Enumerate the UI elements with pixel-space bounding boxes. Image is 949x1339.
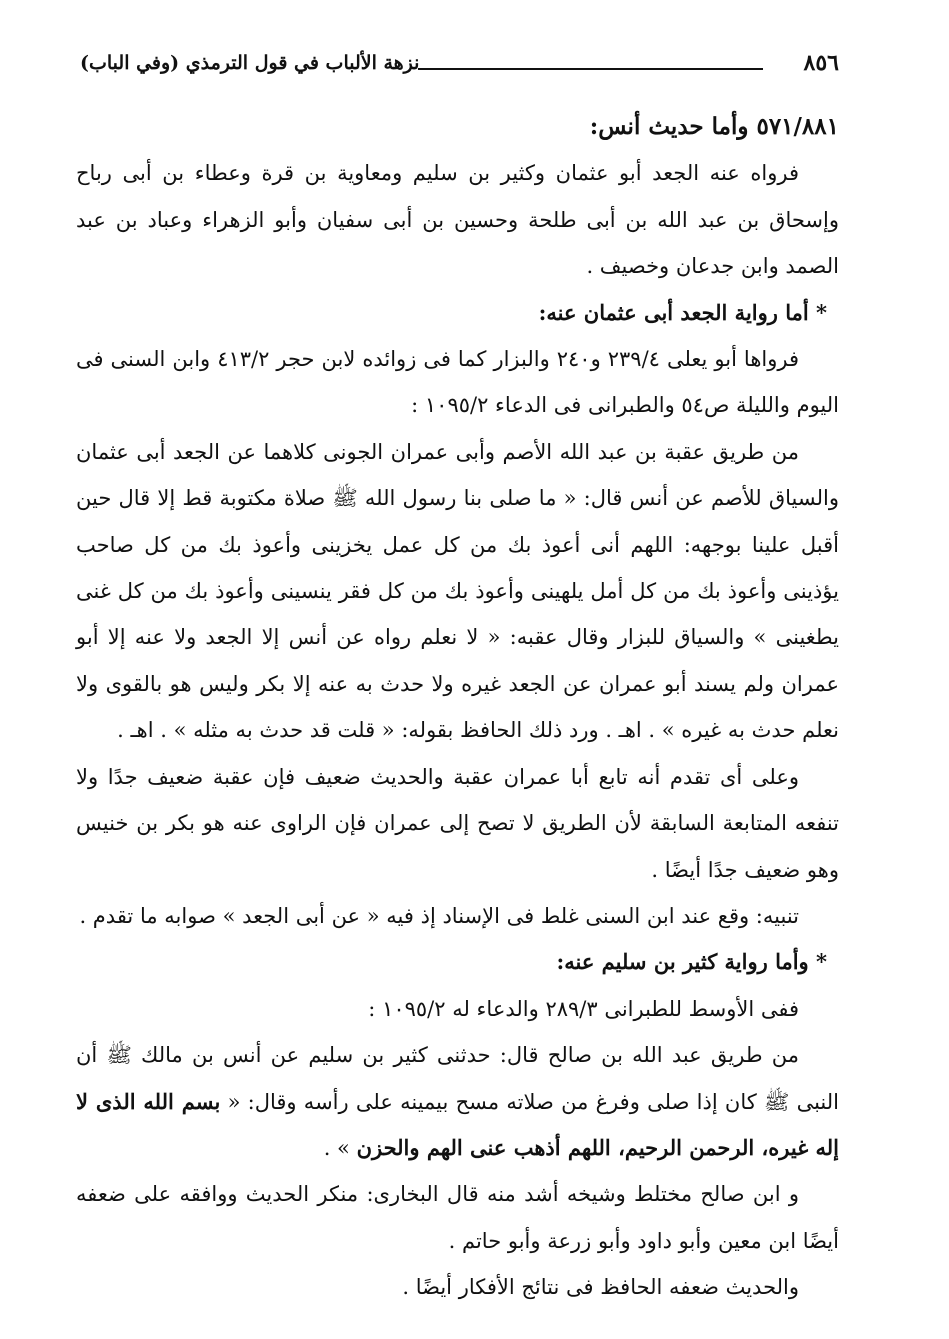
page-number: ٨٥٦ [803,50,839,76]
subheading-jaad: * أما رواية الجعد أبى عثمان عنه: [538,299,827,325]
page-header [76,46,839,86]
section-heading: ٥٧١/٨٨١ وأما حديث أنس: [589,113,839,140]
paragraph-grading-jaad: وعلى أى تقدم أنه تابع أبا عمران عقبة والحديث ضعيف فإن عقبة ضعيف جدًا ولا تنفعه المتابعة السابقة لأن الطريق لا تصح إلى عمران فإن الراوى عنه هو بكر بن خنيس وهو ضعيف جدًا أيضًا . [76,764,839,882]
page-body [76,104,839,1311]
subheading-kathir: * وأما رواية كثير بن سليم عنه: [556,949,827,975]
header-rule [418,68,763,70]
paragraph-note: تنبيه: وقع عند ابن السنى غلط فى الإسناد إذ فيه « عن أبى الجعد » صوابه ما تقدم . [79,903,799,928]
hadith-intro: من طريق عبد الله بن صالح قال: حدثنى كثير بن سليم عن أنس بن مالك ﷺ أن النبى ﷺ كان إذا صلى وفرغ من صلاته مسح بيمينه على رأسه وقال: « [76,1043,839,1114]
paragraph-hadith-jaad: من طريق عقبة بن عبد الله الأصم وأبى عمران الجونى كلاهما عن الجعد أبى عثمان والسياق للأصم عن أنس قال: « ما صلى بنا رسول الله ﷺ صلاة مكتوبة قط إلا قال حين أقبل علينا بوجهه: اللهم أنى أعوذ بك من كل عمل يخزينى وأعوذ بك من كل صاحب يؤذينى وأعوذ بك من كل أمل يلهينى وأعوذ بك من كل فقر ينسينى وأعوذ بك من كل غنى يطغينى » والسياق للبزار وقال عقبه: « لا نعلم رواه عن أنس إلا الجعد ولا عنه إلا أبو عمران ولم يسند أبو عمران عن الجعد غيره ولا حدث به عنه إلا بكر وليس هو بالقوى ولا نعلم حدث به غيره » . اهـ . ورد ذلك الحافظ بقوله: « قلت قد حدث به مثله » . اهـ . [76,439,839,743]
paragraph-conclusion: والحديث ضعفه الحافظ فى نتائج الأفكار أيضًا . [402,1275,799,1300]
paragraph-hadith-kathir [76,1032,839,1171]
paragraph-sources-kathir: ففى الأوسط للطبرانى ٢٨٩/٣ والدعاء له ١٠٩٥/٢ : [368,996,799,1021]
hadith-text: بسم الله الذى لا إله غيره، الرحمن الرحيم، اللهم أذهب عنى الهم والحزن [76,1088,839,1160]
hadith-close: » . [323,1135,350,1160]
running-title: نزهة الألباب في قول الترمذي (وفي الباب) [80,52,420,74]
paragraph-grading-kathir: و ابن صالح مختلط وشيخه أشد منه قال البخارى: منكر الحديث ووافقه على ضعفه أيضًا ابن معين وأبو داود وأبو زرعة وأبو حاتم . [76,1182,839,1253]
paragraph-sources-jaad: فرواها أبو يعلى ٢٣٩/٤ و٢٤٠ والبزار كما فى زوائده لابن حجر ٤١٣/٢ وابن السنى فى اليوم والليلة ص٥٤ والطبرانى فى الدعاء ١٠٩٥/٢ : [76,347,839,418]
paragraph-narrators: فرواه عنه الجعد أبو عثمان وكثير بن سليم ومعاوية بن قرة وعطاء بن أبى رباح وإسحاق بن عبد الله بن أبى طلحة وحسين بن أبى سفيان وأبو الزهراء وعباد بن عبد الصمد وابن جدعان وخصيف . [76,161,839,279]
